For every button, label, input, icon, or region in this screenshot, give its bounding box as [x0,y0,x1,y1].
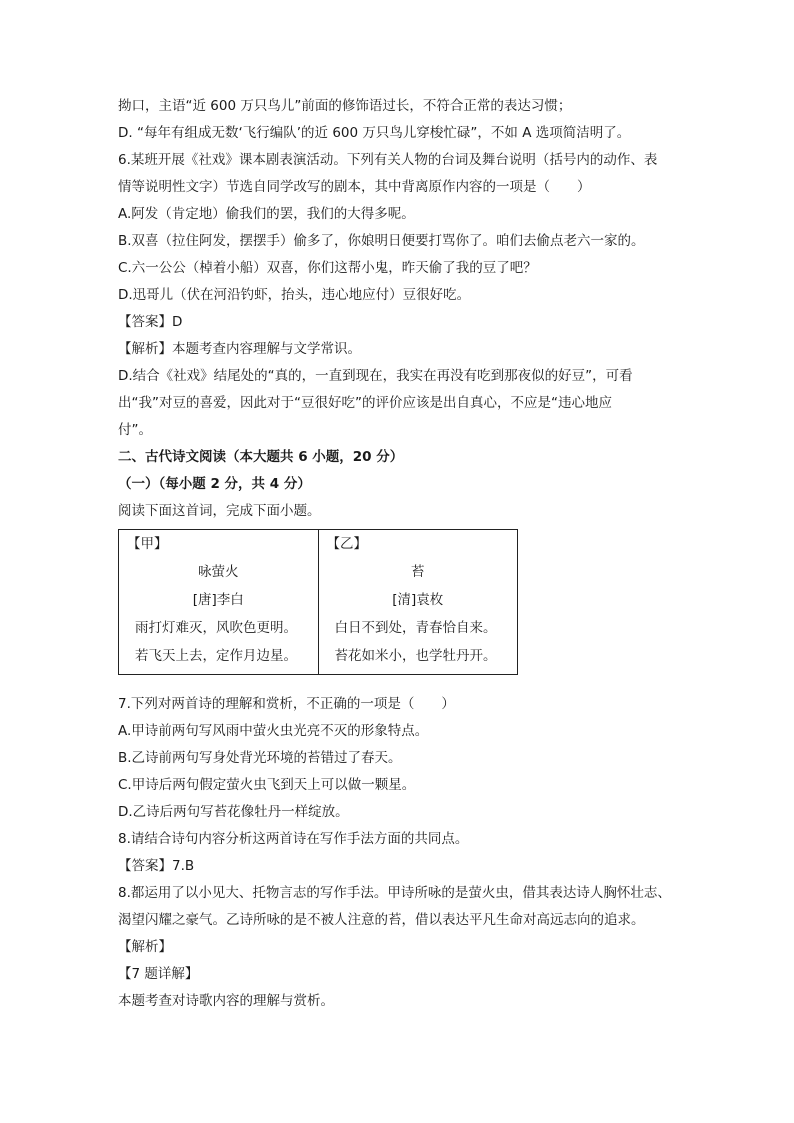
answer-label: 【答案】D [118,314,183,330]
option-c: C.六一公公（棹着小船）双喜，你们这帮小鬼，昨天偷了我的豆了吧？ [118,260,537,276]
question-6-stem: 6.某班开展《社戏》课本剧表演活动。下列有关人物的台词及舞台说明（括号内的动作、表 [118,152,658,168]
option-a: A.甲诗前两句写风雨中萤火虫光亮不灭的形象特点。 [118,723,429,739]
option-a: A.阿发（肯定地）偷我们的罢，我们的大得多呢。 [118,206,415,222]
analysis-text: 出“我”对豆的喜爱，因此对于“豆很好吃”的评价应该是出自真心，不应是“违心地应 [118,395,612,411]
question-7-stem: 7.下列对两首诗的理解和赏析，不正确的一项是（ ） [118,696,455,712]
option-c: C.甲诗后两句假定萤火虫飞到天上可以做一颗星。 [118,777,416,793]
poem-jia-tag: 【甲】 [127,536,168,552]
poem-table [118,529,518,675]
analysis-text: 付”。 [118,422,152,438]
poem-jia-title: 咏萤火 [198,564,239,580]
document-page [118,93,688,1015]
instruction-text: 阅读下面这首词，完成下面小题。 [118,503,321,519]
poem-yi-cell [319,530,518,674]
answer-text: 8.都运用了以小见大、托物言志的写作手法。甲诗所咏的是萤火虫，借其表达诗人胸怀壮志、 [118,885,671,901]
option-b: B.乙诗前两句写身处背光环境的苔错过了春天。 [118,750,402,766]
poem-yi-line: 苔花如米小，也学牡丹开。 [334,648,497,664]
question-6-stem: 情等说明性文字）节选自同学改写的剧本，其中背离原作内容的一项是（ ） [118,179,591,195]
analysis-label: 【解析】本题考查内容理解与文学常识。 [118,341,361,357]
subsection-heading: （一）（每小题 2 分，共 4 分） [118,476,311,492]
text-line: D. “每年有组成无数‘飞行编队’的近 600 万只鸟儿穿梭忙碌”，不如 A 选项简洁明了。 [118,125,631,141]
answer-label: 【答案】7.B [118,858,195,874]
poem-yi-title: 苔 [411,564,425,580]
poem-jia-cell [119,530,319,674]
spacer [118,675,688,691]
analysis-text: D.结合《社戏》结尾处的“真的，一直到现在，我实在再没有吃到那夜似的好豆”，可看 [118,368,633,384]
poem-yi-tag: 【乙】 [326,536,367,552]
section-heading: 二、古代诗文阅读（本大题共 6 小题，20 分） [118,449,404,465]
poem-jia-author: [唐]李白 [192,592,244,608]
option-b: B.双喜（拉住阿发，摆摆手）偷多了，你娘明日便要打骂你了。咱们去偷点老六一家的。 [118,233,645,249]
poem-jia-line: 雨打灯难灭，风吹色更明。 [135,620,297,636]
question-7-detail-label: 【7 题详解】 [118,966,199,982]
poem-yi-author: [清]袁枚 [392,592,444,608]
analysis-label: 【解析】 [118,939,172,955]
poem-yi-line: 白日不到处，青春恰自来。 [334,620,497,636]
question-8-stem: 8.请结合诗句内容分析这两首诗在写作手法方面的共同点。 [118,831,469,847]
analysis-text: 本题考查对诗歌内容的理解与赏析。 [118,993,334,1009]
text-line: 拗口，主语“近 600 万只鸟儿”前面的修饰语过长，不符合正常的表达习惯； [118,98,572,114]
option-d: D.迅哥儿（伏在河沿钓虾，抬头，违心地应付）豆很好吃。 [118,287,471,303]
poem-jia-line: 若飞天上去，定作月边星。 [135,648,297,664]
option-d: D.乙诗后两句写苔花像牡丹一样绽放。 [118,804,349,820]
answer-text: 渴望闪耀之豪气。乙诗所咏的是不被人注意的苔，借以表达平凡生命对高远志向的追求。 [118,912,645,928]
